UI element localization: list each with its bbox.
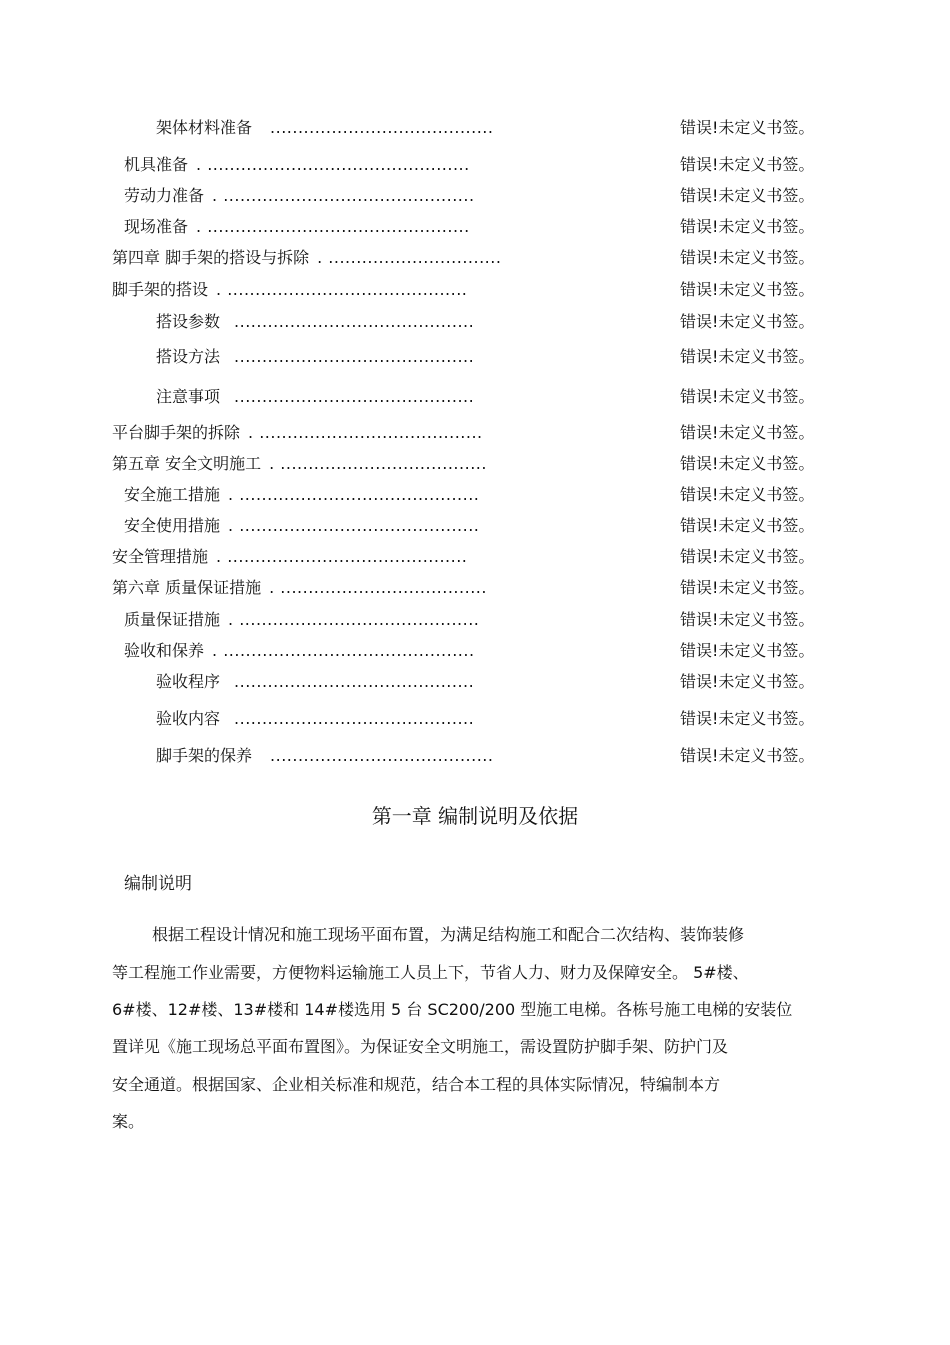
toc-entry-title: 质量保证措施 [124,610,221,629]
toc-entry-title: 第五章 安全文明施工 [112,454,262,473]
toc-entry[interactable] [124,515,479,537]
toc-entry-page: 错误!未定义书签。 [680,155,815,174]
toc-entry-leader: ........................................... [234,672,475,691]
toc-entry-page: 错误!未定义书签。 [680,578,815,597]
toc-entry-page: 错误!未定义书签。 [680,347,815,366]
toc-entry-leader: ........................................ [270,118,494,137]
toc-entry[interactable] [156,708,474,730]
toc-entry-title: 脚手架的搭设 [112,280,209,299]
toc-entry[interactable] [124,484,479,506]
toc-entry-title: 现场准备 [124,217,189,236]
toc-entry[interactable] [156,745,493,767]
toc-entry[interactable] [124,609,479,631]
toc-entry-leader: ........................................... [234,312,475,331]
toc-entry-leader: ........................................... [234,387,475,406]
toc-entry[interactable] [112,422,483,444]
toc-entry-title: 验收内容 [156,709,221,728]
toc-entry[interactable] [156,671,474,693]
toc-entry[interactable] [156,117,493,139]
toc-entry[interactable] [112,453,487,475]
section-title: 编制说明 [124,874,192,894]
toc-entry-leader: . ............................................... [196,155,470,174]
toc-entry[interactable] [124,216,470,238]
toc-entry-page: 错误!未定义书签。 [680,746,815,765]
toc-entry[interactable] [112,247,501,269]
toc-entry-leader: . ............................................. [212,641,475,660]
toc-entry-page: 错误!未定义书签。 [680,547,815,566]
toc-entry-title: 架体材料准备 [156,118,253,137]
toc-entry-title: 安全施工措施 [124,485,221,504]
toc-entry-leader: . ........................................... [228,610,480,629]
toc-entry-leader: . ............................... [317,248,502,267]
toc-entry-title: 劳动力准备 [124,186,205,205]
toc-entry-leader: ........................................... [234,347,475,366]
toc-entry-leader: . ........................................ [248,423,483,442]
toc-entry-page: 错误!未定义书签。 [680,248,815,267]
toc-entry-title: 脚手架的保养 [156,746,253,765]
toc-entry[interactable] [156,346,474,368]
paragraph-line: 安全通道。根据国家、企业相关标准和规范，结合本工程的具体实际情况，特编制本方 [112,1075,721,1094]
toc-entry-page: 错误!未定义书签。 [680,610,815,629]
toc-entry[interactable] [156,386,474,408]
paragraph-line: 根据工程设计情况和施工现场平面布置，为满足结构施工和配合二次结构、装饰装修 [152,925,745,944]
toc-entry[interactable] [124,185,475,207]
paragraph-line: 6#楼、12#楼、13#楼和 14#楼选用 5 台 SC200/200 型施工电梯。各栋号施工电梯的安装位 [112,1000,793,1019]
toc-entry-page: 错误!未定义书签。 [680,217,815,236]
toc-entry-title: 注意事项 [156,387,221,406]
toc-entry-page: 错误!未定义书签。 [680,186,815,205]
paragraph-line: 等工程施工作业需要，方便物料运输施工人员上下，节省人力、财力及保障安全。 5#楼、 [112,963,749,982]
toc-entry-leader: . ........................................... [228,485,480,504]
toc-entry-title: 安全使用措施 [124,516,221,535]
toc-entry[interactable] [112,546,467,568]
toc-entry-leader: ........................................... [234,709,475,728]
chapter-title: 第一章 编制说明及依据 [371,804,579,828]
toc-entry-title: 搭设参数 [156,312,221,331]
toc-entry-title: 安全管理措施 [112,547,209,566]
toc-entry-leader: . ........................................... [216,280,468,299]
toc-entry-leader: ........................................ [270,746,494,765]
toc-entry-title: 第六章 质量保证措施 [112,578,262,597]
toc-entry-page: 错误!未定义书签。 [680,280,815,299]
toc-entry-page: 错误!未定义书签。 [680,312,815,331]
toc-entry-page: 错误!未定义书签。 [680,709,815,728]
toc-entry-leader: . ........................................... [228,516,480,535]
toc-entry-leader: . ............................................... [196,217,470,236]
toc-entry-page: 错误!未定义书签。 [680,118,815,137]
paragraph-line: 置详见《施工现场总平面布置图》。为保证安全文明施工，需设置防护脚手架、防护门及 [112,1037,729,1056]
toc-entry[interactable] [124,640,475,662]
toc-entry-page: 错误!未定义书签。 [680,516,815,535]
toc-entry-page: 错误!未定义书签。 [680,387,815,406]
toc-entry-page: 错误!未定义书签。 [680,672,815,691]
toc-entry-title: 验收程序 [156,672,221,691]
toc-entry-leader: . ..................................... [269,454,487,473]
toc-entry[interactable] [156,311,474,333]
toc-entry-leader: . ........................................... [216,547,468,566]
toc-entry-page: 错误!未定义书签。 [680,485,815,504]
toc-entry-leader: . ............................................. [212,186,475,205]
toc-entry-title: 搭设方法 [156,347,221,366]
toc-entry[interactable] [112,577,487,599]
toc-entry-title: 平台脚手架的拆除 [112,423,241,442]
toc-entry-title: 机具准备 [124,155,189,174]
toc-entry-title: 验收和保养 [124,641,205,660]
toc-entry-page: 错误!未定义书签。 [680,641,815,660]
toc-entry-title: 第四章 脚手架的搭设与拆除 [112,248,310,267]
toc-entry-page: 错误!未定义书签。 [680,423,815,442]
toc-entry-leader: . ..................................... [269,578,487,597]
toc-entry[interactable] [124,154,470,176]
toc-entry[interactable] [112,279,467,301]
paragraph-line: 案。 [112,1112,145,1131]
toc-entry-page: 错误!未定义书签。 [680,454,815,473]
